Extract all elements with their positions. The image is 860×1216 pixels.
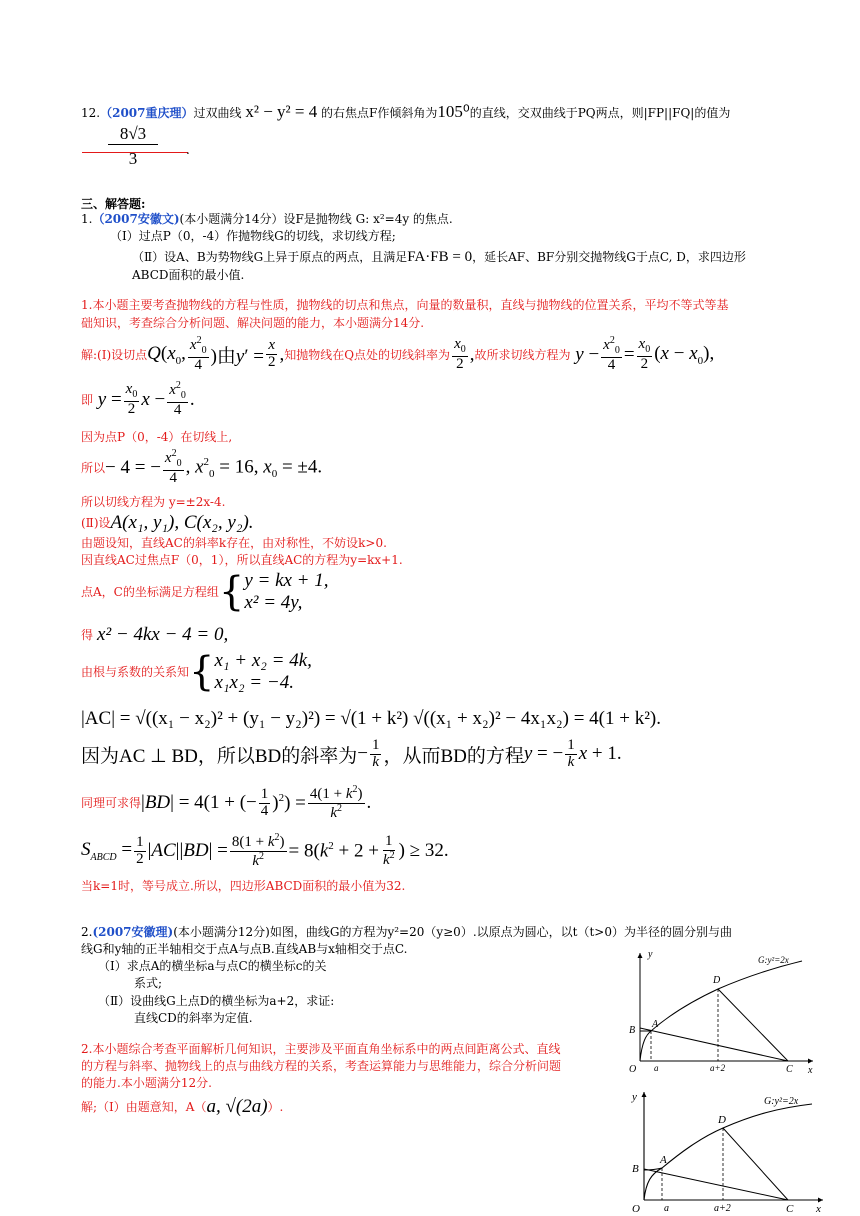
figure-2-parabola: [628, 1086, 828, 1214]
p1-sol2-d: 点A，C的坐标满足方程组: [81, 585, 219, 599]
p2-part1-b: 系式;: [134, 976, 163, 990]
p1-intro-1: 1.本小题主要考查抛物线的方程与性质，抛物线的切点和焦点，向量的数量积，直线与抛物线的位置关系，平均不等式等基: [81, 298, 729, 312]
p1-part2-c: ABCD面积的最小值.: [132, 268, 245, 282]
p1-ji-label: 即: [81, 392, 94, 407]
p1-sol2-g: 同理可求得: [81, 796, 142, 811]
fig2-a2-label: a+2: [714, 1203, 731, 1214]
p2-intro-3: 的能力.本小题满分12分.: [81, 1076, 212, 1090]
p1-sol-tangent: 所以切线方程为 y=±2x-4.: [81, 495, 226, 509]
fig2-d-label: D: [718, 1114, 726, 1126]
p1-sol2-c: 因直线AC过焦点F（0，1），所以直线AC的方程为y=kx+1.: [81, 553, 403, 567]
p1-eq-ac: |AC| = √((x₁ − x₂)² + (y₁ − y₂)²) = √(1 + k²) √((x₁ + x₂)² − 4x₁x₂) = 4(1 + k²).: [81, 708, 661, 729]
p1-sol-ji: 即 y = $\frac{x_0}{2}$ x − $\frac{x^2_0}{4}$ .: [81, 380, 195, 418]
p2-source: (2007安徽理): [92, 925, 174, 939]
fig2-c-label: C: [786, 1203, 794, 1214]
fig1-A-label: A: [652, 1019, 659, 1030]
p1-sys2: 由根与系数的关系知 { x₁ + x₂ = 4k, x₁x₂ = −4.: [81, 649, 312, 695]
p1-sol1-c: 故所求切线方程为: [474, 347, 571, 362]
fig2-y-label: y: [632, 1091, 637, 1103]
p2-sol-c: ）.: [267, 1100, 284, 1114]
fig1-a-label: a: [654, 1063, 659, 1073]
fig2-A-label: A: [660, 1154, 667, 1166]
q12-answer-numerator: 8√3: [108, 124, 158, 145]
p1-statement: [81, 211, 453, 227]
fig2-b-label: B: [632, 1163, 639, 1175]
p2-part2-b: 直线CD的斜率为定值.: [134, 1011, 253, 1025]
q12-angle: 105⁰: [437, 102, 470, 121]
fig2-a-label: a: [664, 1203, 669, 1214]
p1-intro-2: 础知识，考查综合分析问题、解决问题的能力，本小题满分14分.: [81, 316, 425, 330]
p1-num: 1.: [81, 212, 93, 226]
q12-line: [81, 104, 730, 121]
q12-text-c: 的直线，交双曲线于PQ两点，则|FP||FQ|的值为: [469, 106, 731, 120]
p2-sol-a: 解;（Ⅰ）由题意知，A（: [81, 1100, 207, 1114]
p1-sol1: 解:(Ⅰ)设切点 $Q(x_0$, $\frac{x^2_0}{4}$ )由y′ = $\frac{x}{2}$ , 知抛物线在Q点处的切线斜率为 $\frac{x_0}{2}$ , 故所求切线方程为 y − $\frac{x^2_0}{4}$ = $\frac{x_0}{2}$ $(x - x_0)$,: [81, 335, 715, 373]
p1-sol-suoyi: 所以 − 4 = − $\frac{x^2_0}{4}$ , $x^2_0 = 16$, $x_0 = \pm 4$.: [81, 448, 323, 486]
p1-bd: 同理可求得 |BD| = 4(1 + (− $\frac{1}{4}$ )$^2$) = $\frac{4(1 + k^2)}{k^2}$ .: [81, 784, 372, 821]
fig2-curve-label: G:y²=2x: [764, 1096, 799, 1107]
p2-stmt1: [81, 924, 732, 940]
p1-part2-a: （Ⅱ）设A、B为势物线G上异于原点的两点，且满足: [132, 250, 408, 264]
p1-source: （2007安徽文): [92, 212, 180, 226]
p1-part1: （Ⅰ）过点P（0，-4）作抛物线G的切线，求切线方程;: [110, 229, 396, 243]
fig1-d-label: D: [713, 975, 721, 986]
figure-1-parabola: [618, 945, 818, 1075]
p1-sol1-b: 知抛物线在Q点处的切线斜率为: [284, 347, 451, 362]
q12-num: 12.: [81, 106, 101, 120]
p1-perp: 因为AC ⊥ BD，所以BD的斜率为 − $\frac{1}{k}$ ，从而BD的方程 y = − $\frac{1}{k}$ x + 1.: [81, 737, 622, 770]
p1-part2: [132, 249, 746, 265]
p1-sol-p: 因为点P（0，-4）在切线上,: [81, 430, 233, 444]
fig1-x-label: x: [808, 1065, 813, 1075]
p1-sys1-line1: y = kx + 1,: [244, 570, 329, 591]
q12-answer-denominator: 3: [128, 149, 138, 168]
p1-sol2: [81, 512, 254, 534]
fig2-o-label: O: [632, 1203, 640, 1214]
p1-perp-a: 因为AC ⊥ BD，所以BD的斜率为: [81, 745, 358, 767]
p2-intro-1: 2.本小题综合考查平面解析几何知识，主要涉及平面直角坐标系中的两点间距离公式、直线: [81, 1042, 561, 1056]
p1-sys1: 点A，C的坐标满足方程组 { y = kx + 1, x² = 4y,: [81, 569, 329, 615]
p1-area: $S_{ABCD}$ = $\frac{1}{2}$ |AC||BD| = $\frac{8(1 + k^2)}{k^2}$ = $8(k^2 + 2$ + $\frac{1}{k^2}$ ) ≥ 32.: [81, 832, 449, 869]
p1-sol2-b: 由题设知，直线AC的斜率k存在，由对称性，不妨设k>0.: [81, 536, 387, 550]
q12-text-a: 过双曲线: [193, 106, 242, 120]
q12-text-b: 的右焦点F作倾斜角为: [321, 106, 438, 120]
p1-sol2-a: (Ⅱ)设: [81, 516, 111, 530]
p2-part1-a: （Ⅰ）求点A的横坐标a与点C的横坐标c的关: [98, 959, 327, 973]
fig1-b-label: B: [629, 1025, 636, 1036]
p1-perp-b: ，从而BD的方程: [383, 745, 524, 767]
q12-answer-tail: .: [186, 143, 190, 157]
p1-sys2-line1: x₁ + x₂ = 4k,: [214, 650, 312, 671]
p1-part2-vec: FA·FB = 0: [407, 249, 473, 265]
p2-stmt2: 线G和y轴的正半轴相交于点A与点B.直线AB与x轴相交于点C.: [81, 942, 408, 956]
section-title: 三、解答题:: [81, 197, 146, 211]
q12-answer: [82, 124, 188, 169]
fig1-c-label: C: [786, 1064, 793, 1075]
p1-part2-b: ，延长AF、BF分别交抛物线G于点C, D，求四边形: [472, 250, 746, 264]
p1-sol2-e: 得: [81, 628, 94, 642]
p2-part2-a: （Ⅱ）设曲线G上点D的横坐标为a+2，求证:: [98, 994, 335, 1008]
p1-sol2-f: 由根与系数的关系知: [81, 665, 190, 679]
p1-sol1-a: 解:(Ⅰ)设切点: [81, 347, 148, 362]
p2-stmt1-text: (本小题满分12分)如图，曲线G的方程为y²=20（y≥0）.以原点为圆心，以t（t>0）为半径的圆分别与曲: [173, 925, 732, 939]
p1-suoyi-label: 所以: [81, 460, 106, 475]
p1-stmt: (本小题满分14分）设F是抛物线 G: x²=4y 的焦点.: [179, 212, 453, 226]
p2-sol-b: a, √(2a): [206, 1096, 268, 1117]
fig1-curve-label: G:y²=2x: [758, 955, 789, 965]
p1-conclusion: 当k=1时，等号成立.所以，四边形ABCD面积的最小值为32.: [81, 879, 406, 893]
q12-eq: x² − y² = 4: [245, 102, 318, 121]
p2-num: 2.: [81, 925, 93, 939]
p1-sys2-line2: x₁x₂ = −4.: [214, 672, 294, 693]
fig2-x-label: x: [816, 1203, 821, 1214]
fig1-a2-label: a+2: [710, 1063, 726, 1073]
q12-source: （2007重庆理）: [100, 106, 194, 120]
p2-sol: [81, 1096, 283, 1118]
fig1-o-label: O: [629, 1064, 637, 1075]
p1-sol2-pts: A(x₁, y₁), C(x₂, y₂).: [110, 512, 254, 533]
fig1-y-label: y: [648, 949, 653, 960]
p1-eq-quad: x² − 4kx − 4 = 0,: [97, 624, 229, 645]
p1-sys1-line2: x² = 4y,: [244, 592, 303, 613]
p2-intro-2: 的方程与斜率、抛物线上的点与曲线方程的关系，考查运算能力与思维能力，综合分析问题: [81, 1059, 562, 1073]
p1-quad: [81, 624, 228, 646]
